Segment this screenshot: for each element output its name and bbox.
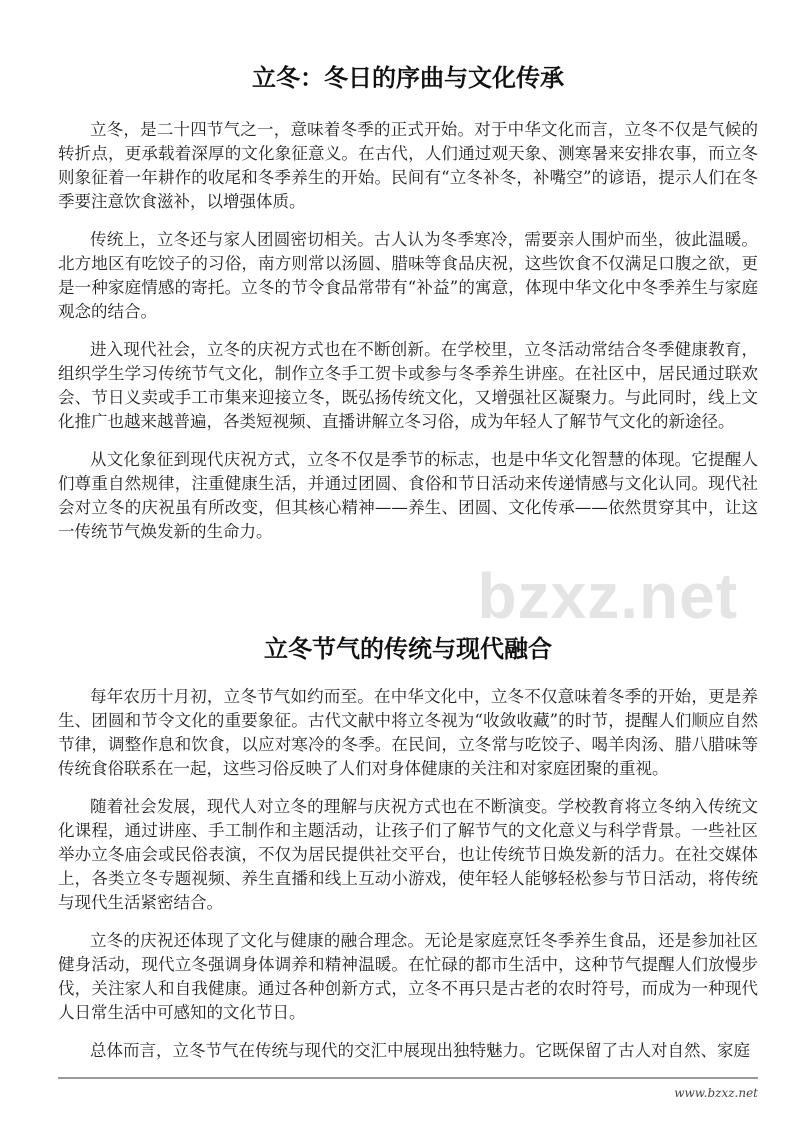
paragraph: 立冬的庆祝还体现了文化与健康的融合理念。无论是家庭烹饪冬季养生食品，还是参加社区健身活动，现代立冬强调身体调养和精神温暖。在忙碌的都市生活中，这种节气提醒人们放慢步伐，关注家人和自我健康。通过各种创新方式，立冬不再只是古老的农时符号，而成为一种现代人日常生活中可感知的文化节日。	[58, 931, 758, 1022]
paragraph: 进入现代社会，立冬的庆祝方式也在不断创新。在学校里，立冬活动常结合冬季健康教育，组织学生学习传统节气文化，制作立冬手工贺卡或参与冬季养生讲座。在社区中，居民通过联欢会、节日义卖或手工市集来迎接立冬，既弘扬传统文化，又增强社区凝聚力。与此同时，线上文化推广也越来越普遍，各类短视频、直播讲解立冬习俗，成为年轻人了解节气文化的新途径。	[58, 340, 758, 431]
paragraph: 每年农历十月初，立冬节气如约而至。在中华文化中，立冬不仅意味着冬季的开始，更是养生、团圆和节令文化的重要象征。古代文献中将立冬视为“收敛收藏”的时节，提醒人们顺应自然节律，调整作息和饮食，以应对寒冷的冬季。在民间，立冬常与吃饺子、喝羊肉汤、腊八腊味等传统食俗联系在一起，这些习俗反映了人们对身体健康的关注和对家庭团聚的重视。	[58, 687, 758, 778]
paragraph: 总体而言，立冬节气在传统与现代的交汇中展现出独特魅力。它既保留了古人对自然、家庭	[90, 1041, 750, 1060]
footer-url: www.bzxz.net	[674, 1086, 758, 1100]
footer-divider	[58, 1077, 758, 1079]
paragraph: 从文化象征到现代庆祝方式，立冬不仅是季节的标志，也是中华文化智慧的体现。它提醒人们尊重自然规律，注重健康生活，并通过团圆、食俗和节日活动来传递情感与文化认同。现代社会对立冬的庆祝虽有所改变，但其核心精神——养生、团圆、文化传承——依然贯穿其中，让这一传统节气焕发新的生命力。	[58, 450, 758, 541]
section-2-body	[58, 685, 758, 1063]
watermark: bzxz.net	[477, 560, 738, 632]
section-2-title: 立冬节气的传统与现代融合	[264, 634, 552, 663]
paragraph: 传统上，立冬还与家人团圆密切相关。古人认为冬季寒冷，需要亲人围炉而坐，彼此温暖。北方地区有吃饺子的习俗，南方则常以汤圆、腊味等食品庆祝，这些饮食不仅满足口腹之欲，更是一种家庭情感的寄托。立冬的节令食品常带有“补益”的寓意，体现中华文化中冬季养生与家庭观念的结合。	[58, 230, 758, 321]
paragraph: 随着社会发展，现代人对立冬的理解与庆祝方式也在不断演变。学校教育将立冬纳入传统文化课程，通过讲座、手工制作和主题活动，让孩子们了解节气的文化意义与科学背景。一些社区举办立冬庙会或民俗表演，不仅为居民提供社交平台，也让传统节日焕发新的活力。在社交媒体上，各类立冬专题视频、养生直播和线上互动小游戏，使年轻人能够轻松参与节日活动，将传统与现代生活紧密结合。	[58, 797, 758, 912]
section-1-body	[58, 118, 758, 544]
paragraph: 立冬，是二十四节气之一，意味着冬季的正式开始。对于中华文化而言，立冬不仅是气候的转折点，更承载着深厚的文化象征意义。在古代，人们通过观天象、测寒暑来安排农事，而立冬则象征着一年耕作的收尾和冬季养生的开始。民间有“立冬补冬，补嘴空”的谚语，提示人们在冬季要注意饮食滋补，以增强体质。	[58, 120, 758, 211]
section-1-title: 立冬：冬日的序曲与文化传承	[252, 63, 564, 92]
